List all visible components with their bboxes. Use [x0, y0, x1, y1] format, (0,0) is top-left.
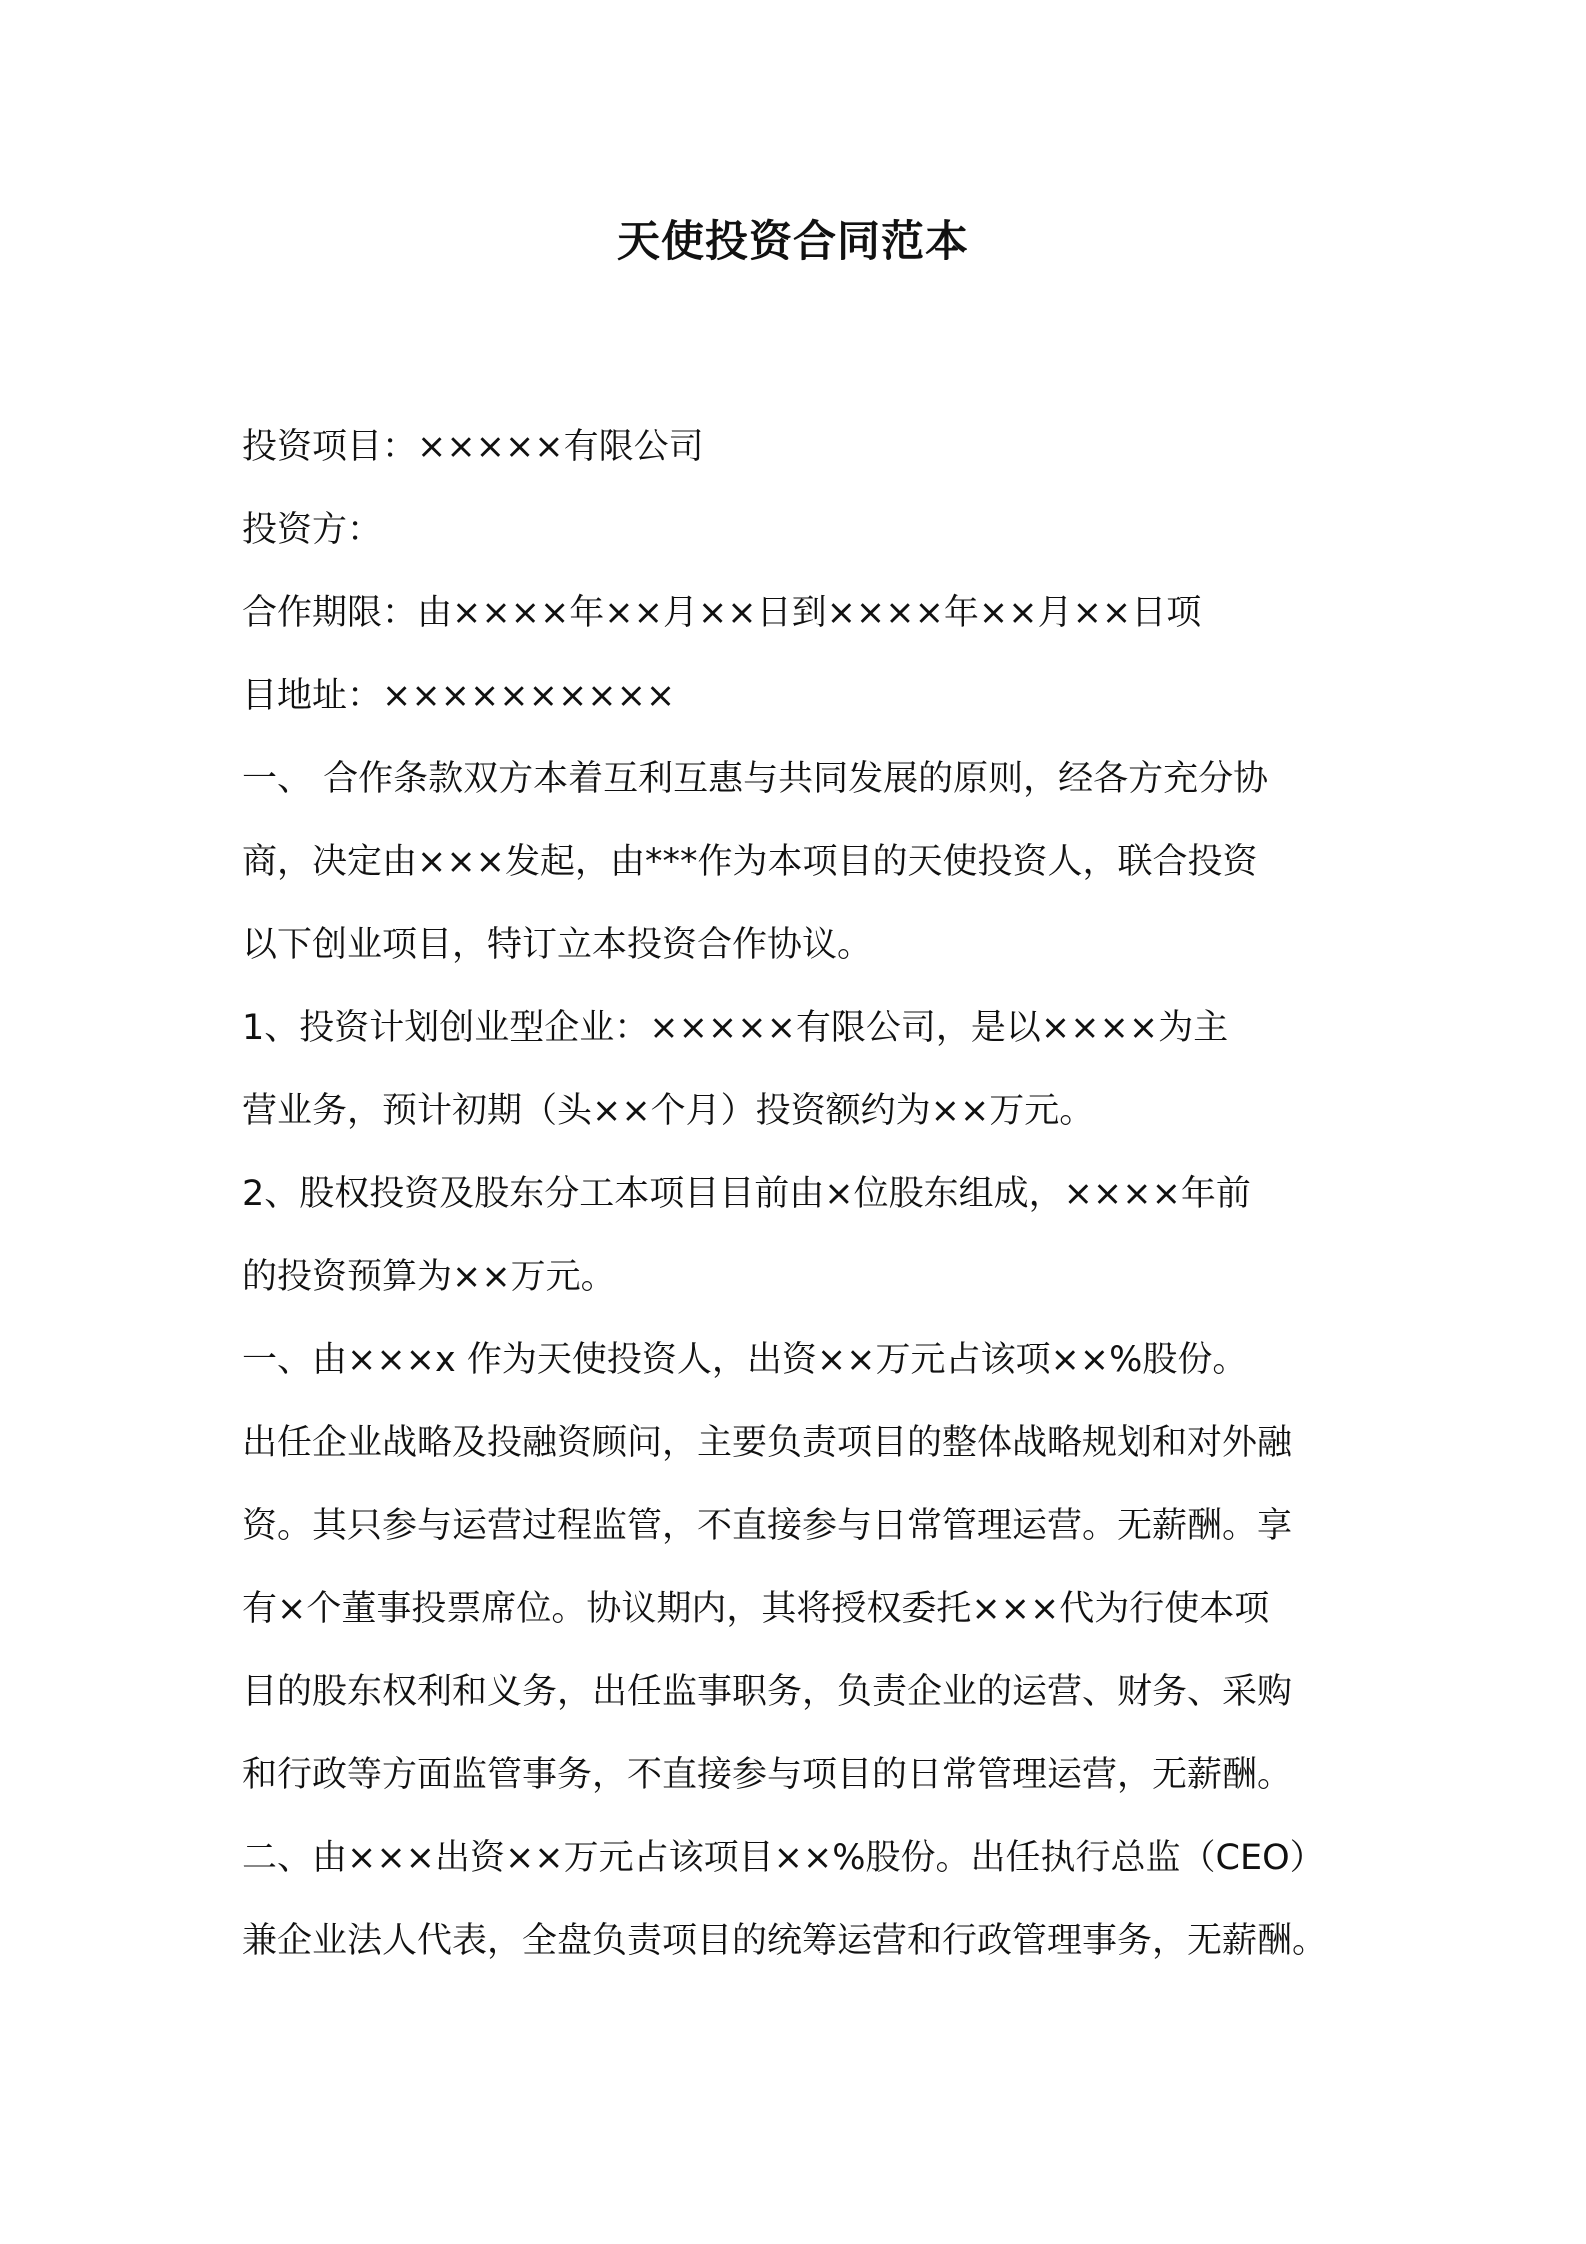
body-line: 目地址：×××××××××× — [242, 676, 676, 716]
body-line: 的投资预算为××万元。 — [242, 1257, 616, 1297]
body-line: 营业务，预计初期（头××个月）投资额约为××万元。 — [242, 1091, 1095, 1131]
body-line: 一、 合作条款双方本着互利互惠与共同发展的原则，经各方充分协 — [242, 759, 1269, 799]
body-line: 兼企业法人代表，全盘负责项目的统筹运营和行政管理事务，无薪酬。 — [242, 1921, 1328, 1961]
document-title: 天使投资合同范本 — [617, 217, 969, 267]
body-line: 以下创业项目，特订立本投资合作协议。 — [242, 925, 873, 965]
body-line: 1、投资计划创业型企业：×××××有限公司，是以××××为主 — [242, 1008, 1229, 1048]
body-line: 出任企业战略及投融资顾问，主要负责项目的整体战略规划和对外融 — [242, 1423, 1293, 1463]
body-line: 商，决定由×××发起，由***作为本项目的天使投资人，联合投资 — [242, 842, 1258, 882]
body-line: 一、由×××x 作为天使投资人，出资××万元占该项××%股份。 — [242, 1340, 1248, 1380]
document-body — [242, 406, 1357, 1983]
body-line: 资。其只参与运营过程监管，不直接参与日常管理运营。无薪酬。享 — [242, 1506, 1293, 1546]
body-line: 投资项目：×××××有限公司 — [242, 427, 704, 467]
body-line: 和行政等方面监管事务，不直接参与项目的日常管理运营，无薪酬。 — [242, 1755, 1293, 1795]
body-line: 2、股权投资及股东分工本项目目前由×位股东组成，××××年前 — [242, 1174, 1251, 1214]
body-line: 二、由×××出资××万元占该项目××%股份。出任执行总监（CEO） — [242, 1838, 1325, 1878]
body-line: 目的股东权利和义务，出任监事职务，负责企业的运营、财务、采购 — [242, 1672, 1293, 1712]
body-line: 投资方： — [242, 510, 383, 550]
body-line: 有×个董事投票席位。协议期内，其将授权委托×××代为行使本项 — [242, 1589, 1270, 1629]
body-line: 合作期限：由××××年××月××日到××××年××月××日项 — [242, 593, 1202, 633]
